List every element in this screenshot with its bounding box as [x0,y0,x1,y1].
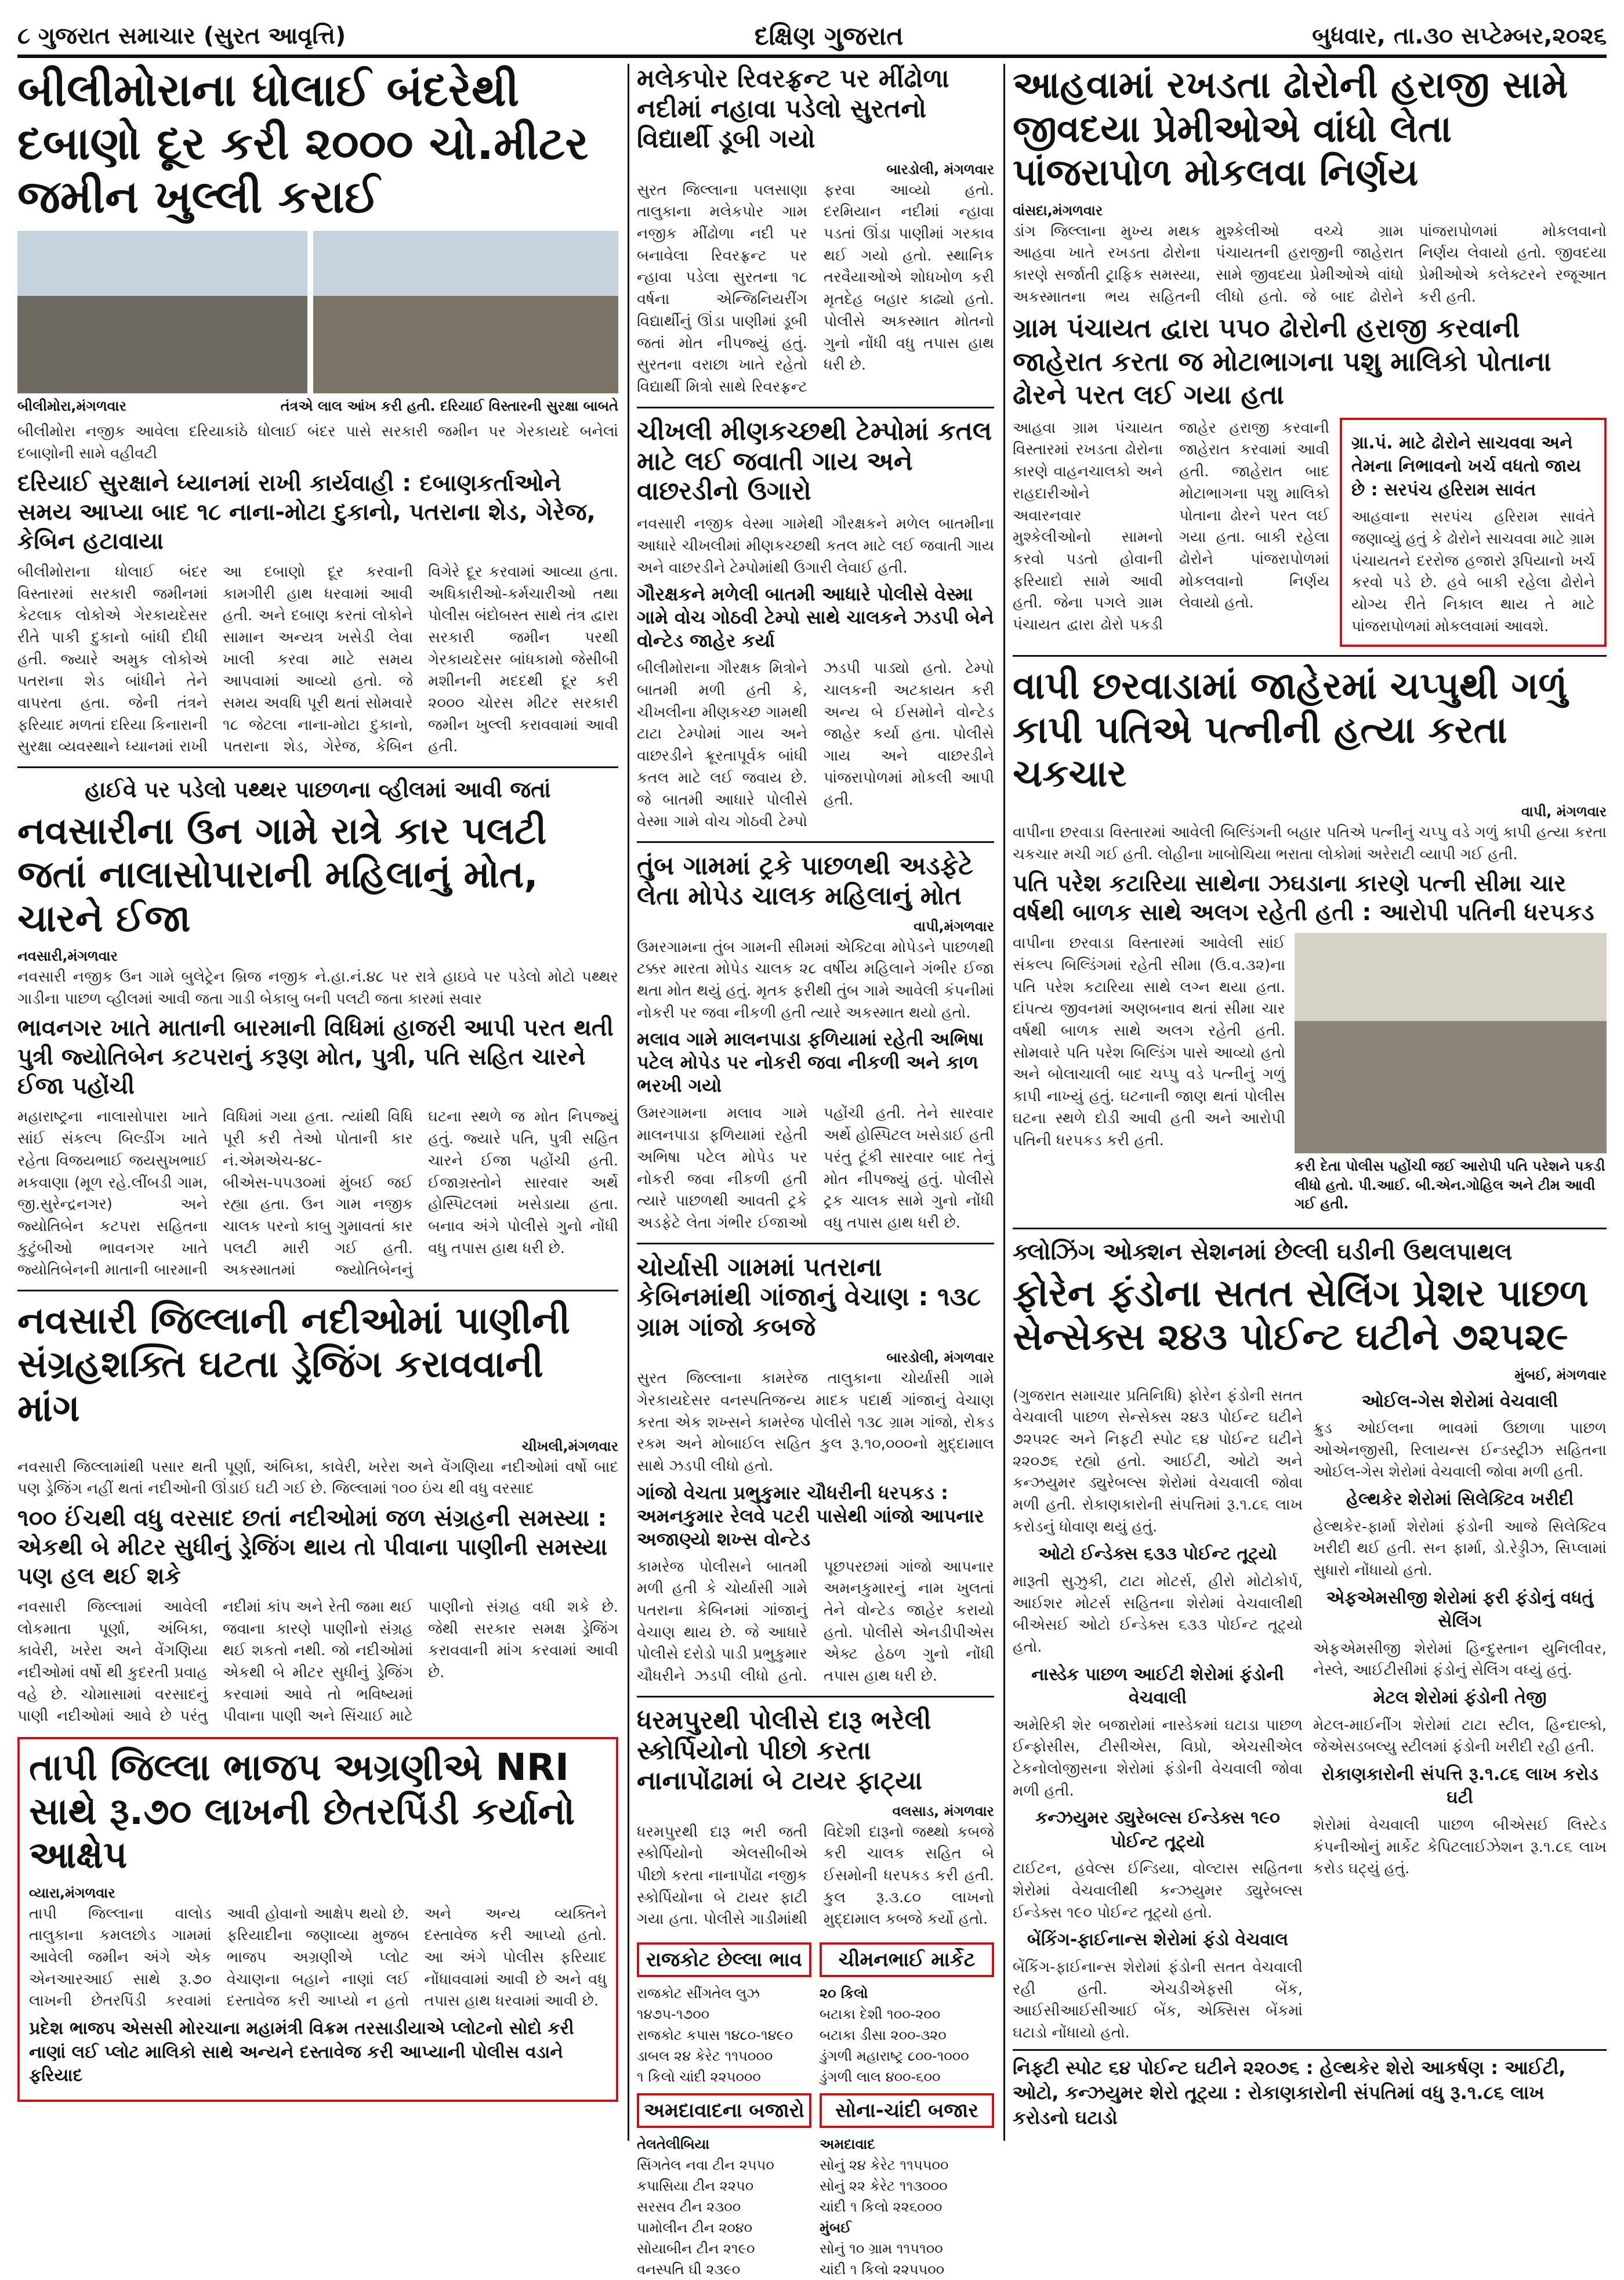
market-row: ૧ કિલો ચાંદી ૨૨૫૦૦૦ [637,2069,761,2085]
story-sensex [1013,1237,1607,2131]
section-body: બેંકિંગ-ફાઈનાન્સ શેરોમાં ફંડોની સતત વેચવાલી રહી હતી. એચડીએફસી બેંક, આઈસીઆઈસીઆઈ બેંક, એક્સિસ બેંકમાં ઘટાડો નોંધાયો હતો. [1013,1958,1303,2042]
market-row: અમદાવાદ [820,2136,875,2152]
section-body: અમેરિકી શેર બજારોમાં નાસ્ડેકમાં ઘટાડા પાછળ ઈન્ફોસીસ, ટીસીએસ, વિપ્રો, એચસીએલ ટેકનોલોજીસના શેરોમાં ફંડોની વેચવાલી જોવા મળી હતી. [1013,1716,1303,1800]
story-body: આહવા ગ્રામ પંચાયત વિસ્તારમાં રખડતા ઢોરોના કારણે વાહનચાલકો અને રાહદારીઓને અવારનવાર મુશ્કેલીઓનો સામનો કરવો પડતો હોવાની ફરિયાદો સામે આવી હતી. જેના પગલે ગ્રામ પંચાયત દ્વારા ઢોરો પકડી જાહેર હરાજી કરવાની જાહેરાત કરવામાં આવી હતી. જાહેરાત બાદ મોટાભાગના પશુ માલિકો પોતાના ઢોરને પરત લઈ ગયા હતા. બાકી રહેલા ઢોરોને પાંજરાપોળમાં મોકલવાનો નિર્ણય લેવાયો હતો. [1013,419,1329,634]
section-body: મારૂતી સુઝુકી, ટાટા મોટર્સ, હીરો મોટોકોર્પ, આઈશર મોટર્સ સહિતના શેરોમાં વેચવાલીથી બીએસઈ ઓટો ઈન્ડેક્સ ૬૩૩ પોઈન્ટ તૂટ્યો હતો. [1013,1572,1303,1656]
quote-body: આહવાના સરપંચ હરિરામ સાવંતે જણાવ્યું હતું કે ઢોરોને સાચવવા માટે ગ્રામ પંચાયતને દરરોજ હજારો રૂપિયાનો ખર્ચ કરવો પડે છે. હવે બાકી રહેલા ઢોરોને યોગ્ય રીતે નિકાલ થાય તે માટે પાંજરાપોળમાં મોકલવામાં આવશે. [1351,508,1595,635]
market-title: સોના-ચાંદી બજાર [820,2093,994,2128]
story-tapi-bjp-nri [17,1737,618,2101]
story-ahwa-cattle [1013,64,1607,647]
section-body: એફએમસીજી શેરોમાં હિન્દુસ્તાન યુનિલીવર, નેસ્લે, આઈટીસીમાં ફંડોનું સેલિંગ વધ્યું હતું. [1313,1640,1607,1680]
story-dateline: વાંસદા,મંગળવાર [1013,202,1103,219]
story-bilimora [17,64,618,758]
story-lead: બીલીમોરા નજીક આવેલા દરિયાકાંઠે ધોલાઈ બંદર પાસે સરકારી જમીન પર ગેરકાયદે બનેલાં દબાણોની સામે વહીવટી [17,423,618,463]
section-heading: બેંકિંગ-ફાઈનાન્સ શેરોમાં ફંડો વેચવાલ [1027,1930,1289,1950]
masthead-date: બુધવાર, તા.૩૦ સપ્ટેમ્બર,૨૦૨૬ [1312,23,1607,49]
market-row: પામોલીન ટીન ૨૦૪૦ [637,2220,753,2236]
photo-caption: કરી દેતા પોલીસ પહોંચી જઈ આરોપી પતિ પરેશને પકડી લીધો હતો. પી.આઈ. બી.એન.ગોહિલ અને ટીમ આવી ગઈ હતી. [1295,1158,1605,1213]
section-body: શેરોમાં વેચવાલી પાછળ બીએસઈ લિસ્ટેડ કંપનીઓનું માર્કેટ કેપિટલાઈઝેશન રૂ.૧.૮૬ લાખ કરોડ ઘટ્યું હતું. [1313,1816,1607,1878]
market-row: બટાકા દેશી ૧૦૦-૨૦૦ [820,2006,941,2022]
section-heading: મેટલ શેરોમાં ફંડોની તેજી [1373,1688,1547,1709]
story-headline: નવસારીના ઉન ગામે રાત્રે કાર પલટી જતાં નાલાસોપારાની મહિલાનું મોત, ચારને ઈજા [17,809,547,940]
market-row: મુંબઈ [820,2220,851,2236]
story-malav-moped [637,1027,994,1234]
section-heading: ઓઈલ-ગેસ શેરોમાં વેચવાલી [1361,1391,1558,1412]
market-row: સોયાબીન ટીન ૨૧૯૦ [637,2241,755,2257]
market-row: બટાકા ડીસા ૨૦૦-૩૨૦ [820,2027,947,2043]
market-row: ચાંદી ૧ કિલો ૨૨૬૦૦૦ [820,2199,942,2215]
market-rates [820,1983,994,2087]
story-body: કામરેજ પોલીસને બાતમી મળી હતી કે ચોર્યાસી ગામે પતરાના કેબિનમાં ગાંજાનું વેચાણ થાય છે. જે આધારે પોલીસે દરોડો પાડી પ્રભુકુમાર ચૌધરીને ઝડપી લીધો હતો. પૂછપરછમાં ગાંજો આપનાર અમનકુમારનું નામ ખુલતાં તેને વોન્ટેડ જાહેર કરાયો હતો. પોલીસે એનડીપીએસ એક્ટ હેઠળ ગુનો નોંધી તપાસ હાથ ધરી છે. [637,1558,994,1685]
story-subheadline: દરિયાઈ સુરક્ષાને ધ્યાનમાં રાખી કાર્યવાહી : દબાણકર્તાઓને સમય આપ્યા બાદ ૧૮ નાના-મોટા દુકાનો, પતરાના શેડ, ગેરેજ, કેબિન હટાવાયા [17,469,596,555]
story-tumb-truck [637,851,994,1025]
story-dharampur-scorpio [637,1706,994,1931]
story-dateline: વ્યારા,મંગળવાર [29,1884,115,1901]
market-row: કપાસિયા ટીન ૨૨૫૦ [637,2178,754,2194]
photo-demolition-site [17,231,307,393]
story-headline: ચીખલી મીણકચ્છથી ટેમ્પોમાં કતલ માટે લઈ જવાતી ગાય અને વાછરડીનો ઉગારો [637,416,992,506]
market-row: વનસ્પતિ ઘી ૨૩૯૦ [637,2261,741,2278]
story-navsari-rivers [17,1300,618,1728]
quote-title: ગ્રા.પં. માટે ઢોરોને સાચવવા અને તેમના નિભાવનો ખર્ચ વધતો જાય છે : સરપંચ હરિરામ સાવંત [1351,432,1581,500]
story-body: સુરત જિલ્લાના પલસાણા તાલુકાના મલેકપોર ગામ નજીક મીંઢોળા નદી પર બનાવેલા રિવરફ્રન્ટ પર ન્હાવા પડેલા સુરતના ૧૮ વર્ષના એન્જિનિયરીંગ વિદ્યાર્થીનું ઊંડા પાણીમાં ડૂબી જતાં મોત નીપજ્યું હતું. સુરતના વરાછા ખાતે રહેતો વિદ્યાર્થી મિત્રો સાથે રિવરફ્રન્ટ ફરવા આવ્યો હતો. દરમિયાન નદીમાં ન્હાવા પડતાં ઊંડા પાણીમાં ગરકાવ થઈ ગયો હતો. સ્થાનિક તરવૈયાઓએ શોધખોળ કરી મૃતદેહ બહાર કાઢ્યો હતો. પોલીસે અકસ્માત મોતનો ગુનો નોંધી વધુ તપાસ હાથ ધરી છે. [637,181,994,396]
story-chikhli-cattle [637,417,994,833]
story-lead: નવસારી નજીક વેસ્મા ગામેથી ગૌરક્ષકને મળેલ બાતમીના આધારે ચીખલીમાં મીણકચ્છથી કતલ માટે લઈ જવાતી ગાય અને વાછરડીને ટેમ્પોમાંથી ઉગારી લેવાઈ હતી. [637,515,994,577]
column-right [1013,64,1607,2135]
story-headline: તાપી જિલ્લા ભાજપ અગ્રણીએ NRI સાથે રૂ.૭૦ લાખની છેતરપિંડી કર્યાનો આક્ષેપ [29,1746,575,1877]
section-heading: હેલ્થકેર શેરોમાં સિલેક્ટિવ ખરીદી [1346,1489,1574,1510]
market-row: સરસવ ટીન ૨૩૦૦ [637,2199,741,2215]
market-row: ચાંદી ૧ કિલો ૨૨૫૫૦૦ [820,2261,945,2278]
photo-caption: બીલીમોરા,મંગળવાર [17,398,126,415]
market-section [637,1937,994,2280]
market-row: રાજકોટ સીંગતેલ લુઝ ૧૪૭૫-૧૭૦૦ [637,1985,760,2022]
story-dateline: બારડોલી, મંગળવાર [886,161,994,178]
story-subheadline: ગૌરક્ષકને મળેલી બાતમી આધારે પોલીસે વેસ્મા ગામે વોચ ગોઠવી ટેમ્પો સાથે ચાલકને ઝડપી બેને વોન્ટેડ જાહેર કર્યા [637,583,994,652]
story-headline: ધરમપુરથી પોલીસે દારૂ ભરેલી સ્કોર્પિયોનો પીછો કરતા નાનાપોંઢામાં બે ટાયર ફાટ્યા [637,1705,931,1796]
story-headline: મલાવ ગામે માલનપાડા ફળિયામાં રહેતી અભિષા પટેલ મોપેડ પર નોકરી જવા નીકળી અને કાળ ભરખી ગયો [637,1028,984,1097]
photo-cleared-land [313,231,618,393]
market-title: ચીમનભાઈ માર્કેટ [820,1942,994,1977]
sarpanch-quote-box [1340,418,1607,647]
story-dateline: બારડોલી, મંગળવાર [886,1349,994,1366]
newspaper-page [17,17,1607,2278]
story-kicker: હાઈવે પર પડેલો પથ્થર પાછળના વ્હીલમાં આવી જતાં [85,777,551,803]
story-lead: વાપીના છરવાડા વિસ્તારમાં આવેલી બિલ્ડિંગની બહાર પતિએ પત્નીનું ચપ્પુ વડે ગળું કાપી હત્યા કરતા ચકચાર મચી ગઈ હતી. લોહીના ખાબોચિયા ભરાતા લોકોમાં અરેરાટી વ્યાપી ગઈ હતી. [1013,823,1607,863]
story-kicker: ક્લોઝિંગ ઓક્શન સેશનમાં છેલ્લી ઘડીની ઉથલપાથલ [1013,1238,1513,1265]
masthead-section-title: દક્ષિણ ગુજરાત [754,21,904,51]
section-body: ટાઈટન, હવેલ્સ ઈન્ડિયા, વોલ્ટાસ સહિતના શેરોમાં વેચવાલીથી કન્ઝયુમર ડ્યુરેબલ્સ ઈન્ડેક્સ ૧૯૦ પોઈન્ટ તૂટ્યો હતો. [1013,1860,1303,1921]
story-headline: આહવામાં રખડતા ઢોરોની હરાજી સામે જીવદયા પ્રેમીઓએ વાંધો લેતા પાંજરાપોળ મોકલવા નિર્ણય [1013,64,1568,195]
market-row: ડુંગળી લાલ ૪૦૦-૬૦૦ [820,2069,941,2085]
section-heading: રોકાણકારોની સંપત્તિ રૂ.૧.૮૬ લાખ કરોડ ઘટી [1321,1764,1598,1808]
story-headline: ચોર્યાસી ગામમાં પતરાના કેબિનમાંથી ગાંજાનું વેચાણ : ૧૩૮ ગ્રામ ગાંજો કબજે [637,1252,981,1342]
story-subheadline: ગ્રામ પંચાયત દ્વારા ૫૫૦ ઢોરોની હરાજી કરવાની જાહેરાત કરતા જ મોટાભાગના પશુ માલિકો પોતાના ઢોરને પરત લઈ ગયા હતા [1013,312,1552,411]
story-footer: નિફ્ટી સ્પોટ ૬૪ પોઈન્ટ ઘટીને ૨૨૦૭૬ : હેલ્થકેર શેરો આકર્ષણ : આઈટી, ઓટો, કન્ઝયુમર શેરો તૂટ્યા : રોકાણકારોની સંપતિમાં વધુ રૂ.૧.૮૬ લાખ કરોડનો ઘટાડો [1013,2049,1607,2131]
column-divider [628,64,629,2141]
photo-crime-scene [1295,933,1607,1153]
story-dateline: મુંબઈ, મંગળવાર [1514,1366,1607,1383]
market-row: તેલતેલીબિયા [637,2136,710,2152]
story-headline: તુંબ ગામમાં ટ્રકે પાછળથી અડફેટે લેતા મોપેડ ચાલક મહિલાનું મોત [637,851,973,911]
story-dateline: વલસાડ, મંગળવાર [892,1803,994,1819]
story-dateline: વાપી, મંગળવાર [1521,803,1607,820]
story-navsari-car-accident [17,776,618,1282]
story-body: ધરમપુરથી દારૂ ભરી જતી સ્કોર્પિયોનો એલસીબીએ પીછો કરતા નાનાપોંઢા નજીક સ્કોર્પિયોના બે ટાયર ફાટી ગયા હતા. પોલીસે ગાડીમાંથી વિદેશી દારૂનો જથ્થો કબજે કરી ચાલક સહિત બે ઈસમોની ધરપકડ કરી હતી. કુલ રૂ.૩.૮૦ લાખનો મુદ્દામાલ કબજે કર્યો હતો. [637,1823,994,1928]
story-lead: નવસારી નજીક ઉન ગામે બુલેટ્રેન બ્રિજ નજીક ને.હા.નં.૪૮ પર રાત્રે હાઇવે પર પડેલો મોટો પથ્થર ગાડીના પાછળ વ્હીલમાં આવી જતા ગાડી બેકાબુ બની પલટી જતા કારમાં સવાર [17,968,618,1008]
story-subheadline: પતિ પરેશ કટારિયા સાથેના ઝઘડાના કારણે પત્ની સીમા ચાર વર્ષથી બાળક સાથે અલગ રહેતી હતી : આરોપી પતિની ધરપકડ [1013,870,1594,927]
masthead [17,17,1607,58]
story-dateline: નવસારી,મંગળવાર [17,948,118,965]
story-headline: બીલીમોરાના ધોલાઈ બંદરેથી દબાણો દૂર કરી ૨૦૦૦ ચો.મીટર જમીન ખુલ્લી કરાઈ [17,64,589,224]
market-rates [637,1983,811,2087]
story-headline: નવસારી જિલ્લાની નદીઓમાં પાણીની સંગ્રહશક્તિ ઘટતા ડ્રેજિંગ કરાવવાની માંગ [17,1299,570,1430]
story-headline: વાપી છરવાડામાં જાહેરમાં ચપ્પુથી ગળું કાપી પતિએ પત્નીની હત્યા કરતા ચકચાર [1013,665,1568,796]
story-malekpor-drowning [637,64,994,399]
market-rates [820,2134,994,2280]
market-row: સોનું ૨૪ કેરેટ ૧૧૫૫૦૦ [820,2157,949,2173]
story-body: બીલીમોરાના ધોલાઈ બંદર વિસ્તારમાં સરકારી જમીનમાં કેટલાક લોકોએ ગેરકાયદેસર રીતે પાકી દુકાનો બાંધી દીધી હતી. જ્યારે અમુક લોકોએ પતરાના શેડ બાંધીને તેને વાપરતા હતા. જેની તંત્રને ફરિયાદ મળતાં દરિયા કિનારાની સુરક્ષા વ્યવસ્થાને ધ્યાનમાં રાખી આ દબાણો દૂર કરવાની કામગીરી હાથ ધરવામાં આવી હતી. અને દબાણ કરતાં લોકોને સામાન અન્યત્ર ખસેડી લેવા ખાલી કરવા માટે સમય આપવામાં આવ્યો હતો. જે સમય અવધિ પૂરી થતાં સોમવારે ૧૮ જેટલા નાના-મોટા દુકાનો, પતરાના શેડ, ગેરેજ, કેબિન વિગેરે દૂર કરવામાં આવ્યા હતા. અધિકારીઓ-કર્મચારીઓ તથા પોલીસ બંદોબસ્ત સાથે તંત્ર દ્વારા સરકારી જમીન પરથી ગેરકાયદેસર બાંધકામો જેસીબી મશીનની મદદથી દૂર કરી ૨૦૦૦ ચોરસ મીટર સરકારી જમીન ખુલ્લી કરાવવામાં આવી હતી. [17,563,618,756]
story-vapi-murder [1013,665,1607,1219]
story-subheadline: ગાંજો વેચતા પ્રભુકુમાર ચૌધરીની ધરપકડ : અમનકુમાર રેલવે પટરી પાસેથી ગાંજો આપનાર અજાણ્યો શખ્સ વોન્ટેડ [637,1481,984,1550]
story-headline: ફોરેન ફંડોના સતત સેલિંગ પ્રેશર પાછળ સેન્સેક્સ ૨૪૩ પોઈન્ટ ઘટીને ૭૨૫૨૯ [1013,1272,1589,1359]
sensex-right-column [1313,1385,1607,2044]
column-left [17,64,618,2102]
market-title: રાજકોટ છેલ્લા ભાવ [637,1942,811,1977]
story-body: ઉમરગામના તુંબ ગામની સીમમાં એક્ટિવા મોપેડને પાછળથી ટક્કર મારતા મોપેડ ચાલક ૨૮ વર્ષીય મહિલાને ગંભીર ઈજા થતા મોત થયું હતું. મૃતક ફરીથી તુંબ ગામે આવેલી કંપનીમાં નોકરી પર જવા નીકળી હતી ત્યારે અકસ્માત થયો હતો. [637,938,994,1022]
market-title: અમદાવાદના બજારો [637,2093,811,2128]
market-row: ડાબલ ૨૪ કેરેટ ૧૧૫૦૦૦ [637,2048,773,2064]
market-row: સોનું ૧૦ ગ્રામ ૧૧૫૧૦૦ [820,2241,943,2257]
section-body: હેલ્થકેર-ફાર્મા શેરોમાં ફંડોની આજે સિલેક્ટિવ ખરીદી થઈ હતી. સન ફાર્મા, ડો.રેડ્ડીઝ, સિપ્લામાં સુધારો નોંધાયો હતો. [1313,1518,1607,1579]
story-body: મહારાષ્ટ્રના નાલાસોપારા ખાતે સાંઈ સંકલ્પ બિલ્ડીંગ ખાતે રહેતા વિજયભાઈ જયસુખભાઈ મકવાણા (મૂળ રહે.લીંબડી ગામ, જી.સુરેન્દ્રનગર) અને જ્યોતિબેન કટપરા સહિતના કુટુંબીઓ ભાવનગર ખાતે જ્યોતિબેનની માતાની બારમાની વિધિમાં ગયા હતા. ત્યાંથી વિધિ પૂરી કરી તેઓ પોતાની કાર નં.એમએચ-૪૮-બીએસ-૫૫૩૦માં મુંબઈ જઈ રહ્યા હતા. ઉન ગામ નજીક ચાલક પરનો કાબુ ગુમાવતાં કાર પલટી મારી ગઈ હતી. અકસ્માતમાં જ્યોતિબેનનું ઘટના સ્થળે જ મોત નિપજ્યું હતું. જ્યારે પતિ, પુત્રી સહિત ચારને ઈજા પહોંચી હતી. ઈજાગ્રસ્તોને સારવાર અર્થે હોસ્પિટલમાં ખસેડાયા હતા. બનાવ અંગે પોલીસે ગુનો નોંધી વધુ તપાસ હાથ ધરી છે. [17,1108,618,1279]
sensex-left-column [1013,1385,1303,2044]
story-footer: પ્રદેશ ભાજપ એસસી મોરચાના મહામંત્રી વિક્રમ તરસાડીયાએ પ્લોટનો સોદો કરી નાણાં લઈ પ્લોટ માલિકો સાથે અન્યને દસ્તાવેજ કરી આપ્યાની પોલીસ વડાને ફરિયાદ [29,2018,574,2086]
story-lead: સુરત જિલ્લાના કામરેજ તાલુકાના ચોર્યાસી ગામે ગેરકાયદેસર વનસ્પતિજન્ય માદક પદાર્થ ગાંજાનું વેચાણ કરતા એક શખ્સને કામરેજ પોલીસે ૧૩૮ ગ્રામ ગાંજો, રોકડ રકમ અને મોબાઈલ સહિત કુલ રૂ.૧૦,૦૦૦નો મુદ્દામાલ સાથે ઝડપી લીધો હતો. [637,1370,994,1475]
story-headline: મલેકપોર રિવરફ્રન્ટ પર મીંઢોળા નદીમાં નહાવા પડેલો સુરતનો વિદ્યાર્થી ડૂબી ગયો [637,64,949,154]
story-body: ડાંગ જિલ્લાના મુખ્ય મથક આહવા ખાતે રખડતા ઢોરોના કારણે સર્જાતી ટ્રાફિક સમસ્યા, અકસ્માતના ભય સહિતની મુશ્કેલીઓ વચ્ચે ગ્રામ પંચાયતની હરાજીની જાહેરાત સામે જીવદયા પ્રેમીઓએ વાંધો લીધો હતો. જે બાદ ઢોરોને પાંજરાપોળમાં મોકલવાનો નિર્ણય લેવાયો હતો. જીવદયા પ્રેમીઓએ કલેક્ટરને રજૂઆત કરી હતી. [1013,222,1607,306]
story-body: બીલીમોરાના ગૌરક્ષક મિત્રોને બાતમી મળી હતી કે, ચીખલીના મીણકચ્છ ગામથી ટાટા ટેમ્પોમાં ગાય અને વાછરડીને ક્રૂરતાપૂર્વક બાંધી કતલ માટે લઈ જવાય છે. જે બાતમી આધારે પોલીસે વેસ્મા ગામે વોચ ગોઠવી ટેમ્પો ઝડપી પાડ્યો હતો. ટેમ્પો ચાલકની અટકાયત કરી અન્ય બે ઈસમોને વોન્ટેડ જાહેર કર્યા હતા. પોલીસે ગાય અને વાછરડીને પાંજરાપોળમાં મોકલી આપી હતી. [637,660,994,831]
market-row: ૨૦ કિલો [820,1985,868,2002]
market-rates [637,2134,811,2280]
story-body: તાપી જિલ્લાના વાલોડ તાલુકાના કમલછોડ ગામમાં આવેલી જમીન અંગે એક એનઆરઆઈ સાથે રૂ.૭૦ લાખની છેતરપિંડી કરવામાં આવી હોવાનો આક્ષેપ થયો છે. ફરિયાદીના જણાવ્યા મુજબ ભાજપ અગ્રણીએ પ્લોટ વેચાણના બહાને નાણાં લઈ દસ્તાવેજ કરી આપ્યો ન હતો અને અન્ય વ્યક્તિને દસ્તાવેજ કરી આપ્યો હતો. આ અંગે પોલીસ ફરિયાદ નોંધાવવામાં આવી છે અને વધુ તપાસ હાથ ધરવામાં આવી છે. [29,1905,607,2010]
story-lead: નવસારી જિલ્લામાંથી પસાર થતી પૂર્ણા, અંબિકા, કાવેરી, ખરેરા અને વેંગણિયા નદીઓમાં વર્ષો બાદ પણ ડ્રેજિંગ નહીં થતાં નદીઓની ઊંડાઈ ઘટી ગઈ છે. જિલ્લામાં ૧૦૦ ઇંચ થી વધુ વરસાદ [17,1458,618,1498]
section-heading: નાસ્ડેક પાછળ આઈટી શેરોમાં ફંડોની વેચવાલી [1031,1664,1284,1709]
story-body: વાપીના છરવાડા વિસ્તારમાં આવેલી સાંઈ સંકલ્પ બિલ્ડિંગમાં રહેતી સીમા (ઉ.વ.૩૨)ના પતિ પરેશ કટારિયા સાથે લગ્ન થયા હતા. દાંપત્ય જીવનમાં અણબનાવ થતાં સીમા ચાર વર્ષથી બાળક સાથે અલગ રહેતી હતી. સોમવારે પતિ પરેશ બિલ્ડિંગ પાસે આવ્યો હતો અને બોલાચાલી બાદ ચપ્પુ વડે પત્નીનું ગળું કાપી નાખ્યું હતું. ઘટનાની જાણ થતાં પોલીસ ઘટના સ્થળે દોડી આવી હતી અને આરોપી પતિની ધરપકડ કરી હતી. [1013,935,1285,1149]
story-dateline: ચીખલી,મંગળવાર [521,1438,618,1454]
column-middle [637,64,994,2280]
masthead-page-label: ૮ ગુજરાત સમાચાર (સુરત આવૃત્તિ) [17,23,346,49]
story-choryasi-ganja [637,1253,994,1688]
photo-caption: તંત્રએ લાલ આંખ કરી હતી. દરિયાઈ વિસ્તારની સુરક્ષા બાબતે [280,398,618,415]
column-divider [1003,64,1005,2141]
story-body: ઉમરગામના મલાવ ગામે માલનપાડા ફળિયામાં રહેતી અભિષા પટેલ મોપેડ પર નોકરી જવા નીકળી હતી ત્યારે પાછળથી આવતી ટ્રકે અડફેટે લેતા ગંભીર ઈજાઓ પહોંચી હતી. તેને સારવાર અર્થે હોસ્પિટલ ખસેડાઈ હતી પરંતુ ટૂંકી સારવાર બાદ તેનું મોત નીપજ્યું હતું. પોલીસે ટ્રક ચાલક સામે ગુનો નોંધી વધુ તપાસ હાથ ધરી છે. [637,1105,994,1232]
section-heading: ઓટો ઈન્ડેક્સ ૬૩૩ પોઈન્ટ તૂટ્યો [1038,1544,1277,1565]
market-row: સોનું ૨૨ કેરેટ ૧૧૩૦૦૦ [820,2178,948,2194]
section-body: મેટલ-માઈનીંગ શેરોમાં ટાટા સ્ટીલ, હિન્દાલ્કો, જેએસડબલ્યુ સ્ટીલમાં ફંડોની ખરીદી રહી હતી. [1313,1716,1607,1756]
story-subheadline: ભાવનગર ખાતે માતાની બારમાની વિધિમાં હાજરી આપી પરત થતી પુત્રી જ્યોતિબેન કટપરાનું કરૂણ મોત, પુત્રી, પતિ સહિત ચારને ઈજા પહોંચી [17,1015,614,1100]
story-subheadline: ૧૦૦ ઈંચથી વધુ વરસાદ છતાં નદીઓમાં જળ સંગ્રહની સમસ્યા : એકથી બે મીટર સુધીનું ડ્રેજિંગ થાય તો પીવાના પાણીની સમસ્યા પણ હલ થઈ શકે [17,1504,608,1590]
story-body: (ગુજરાત સમાચાર પ્રતિનિધિ) ફોરેન ફંડોની સતત વેચવાલી પાછળ સેન્સેક્સ ૨૪૩ પોઈન્ટ ઘટીને ૭૨૫૨૯ અને નિફટી સ્પોટ ૬૪ પોઈન્ટ ઘટીને ૨૨૦૭૬ રહ્યો હતો. આઈટી, ઓટો અને કન્ઝયુમર ડ્યુરેબલ્સ શેરોમાં વેચવાલી જોવા મળી હતી. રોકાણકારોની સંપત્તિમાં રૂ.૧.૮૬ લાખ કરોડનું ધોવાણ થયું હતું. [1013,1387,1303,1536]
section-heading: કન્ઝયુમર ડ્યુરેબલ્સ ઈન્ડેક્સ ૧૯૦ પોઈન્ટ તૂટ્યો [1035,1808,1280,1852]
market-row: રાજકોટ કપાસ ૧૪૮૦-૧૪૯૦ [637,2027,793,2043]
market-row: સિંગતેલ નવા ટીન ૨૫૫૦ [637,2157,774,2173]
market-row: ડુંગળી મહારાષ્ટ્ર ૮૦૦-૧૦૦૦ [820,2048,969,2064]
story-dateline: વાપી,મંગળવાર [913,918,994,935]
section-body: ક્રુડ ઓઈલના ભાવમાં ઉછાળા પાછળ ઓએનજીસી, રિલાયન્સ ઈન્ડસ્ટ્રીઝ સહિતના ઓઈલ-ગેસ શેરોમાં વેચવાલી જોવા મળી હતી. [1313,1420,1607,1481]
story-body: નવસારી જિલ્લામાં આવેલી લોકમાતા પૂર્ણા, અંબિકા, કાવેરી, ખરેરા અને વેંગણિયા નદીઓમાં વર્ષો થી કુદરતી પ્રવાહ વહે છે. ચોમાસામાં વરસાદનું પાણી નદીઓમાં આવે છે પરંતુ નદીમાં કાંપ અને રેતી જમા થઈ જવાના કારણે પાણીનો સંગ્રહ થઈ શકતો નથી. જો નદીઓમાં એકથી બે મીટર સુધીનું ડ્રેજિંગ કરવામાં આવે તો ભવિષ્યમાં પીવાના પાણી અને સિંચાઈ માટે પાણીનો સંગ્રહ વધી શકે છે. જેથી સરકાર સમક્ષ ડ્રેજિંગ કરાવવાની માંગ કરવામાં આવી છે. [17,1598,618,1725]
section-heading: એફએમસીજી શેરોમાં ફરી ફંડોનું વધતું સેલિંગ [1326,1587,1594,1632]
